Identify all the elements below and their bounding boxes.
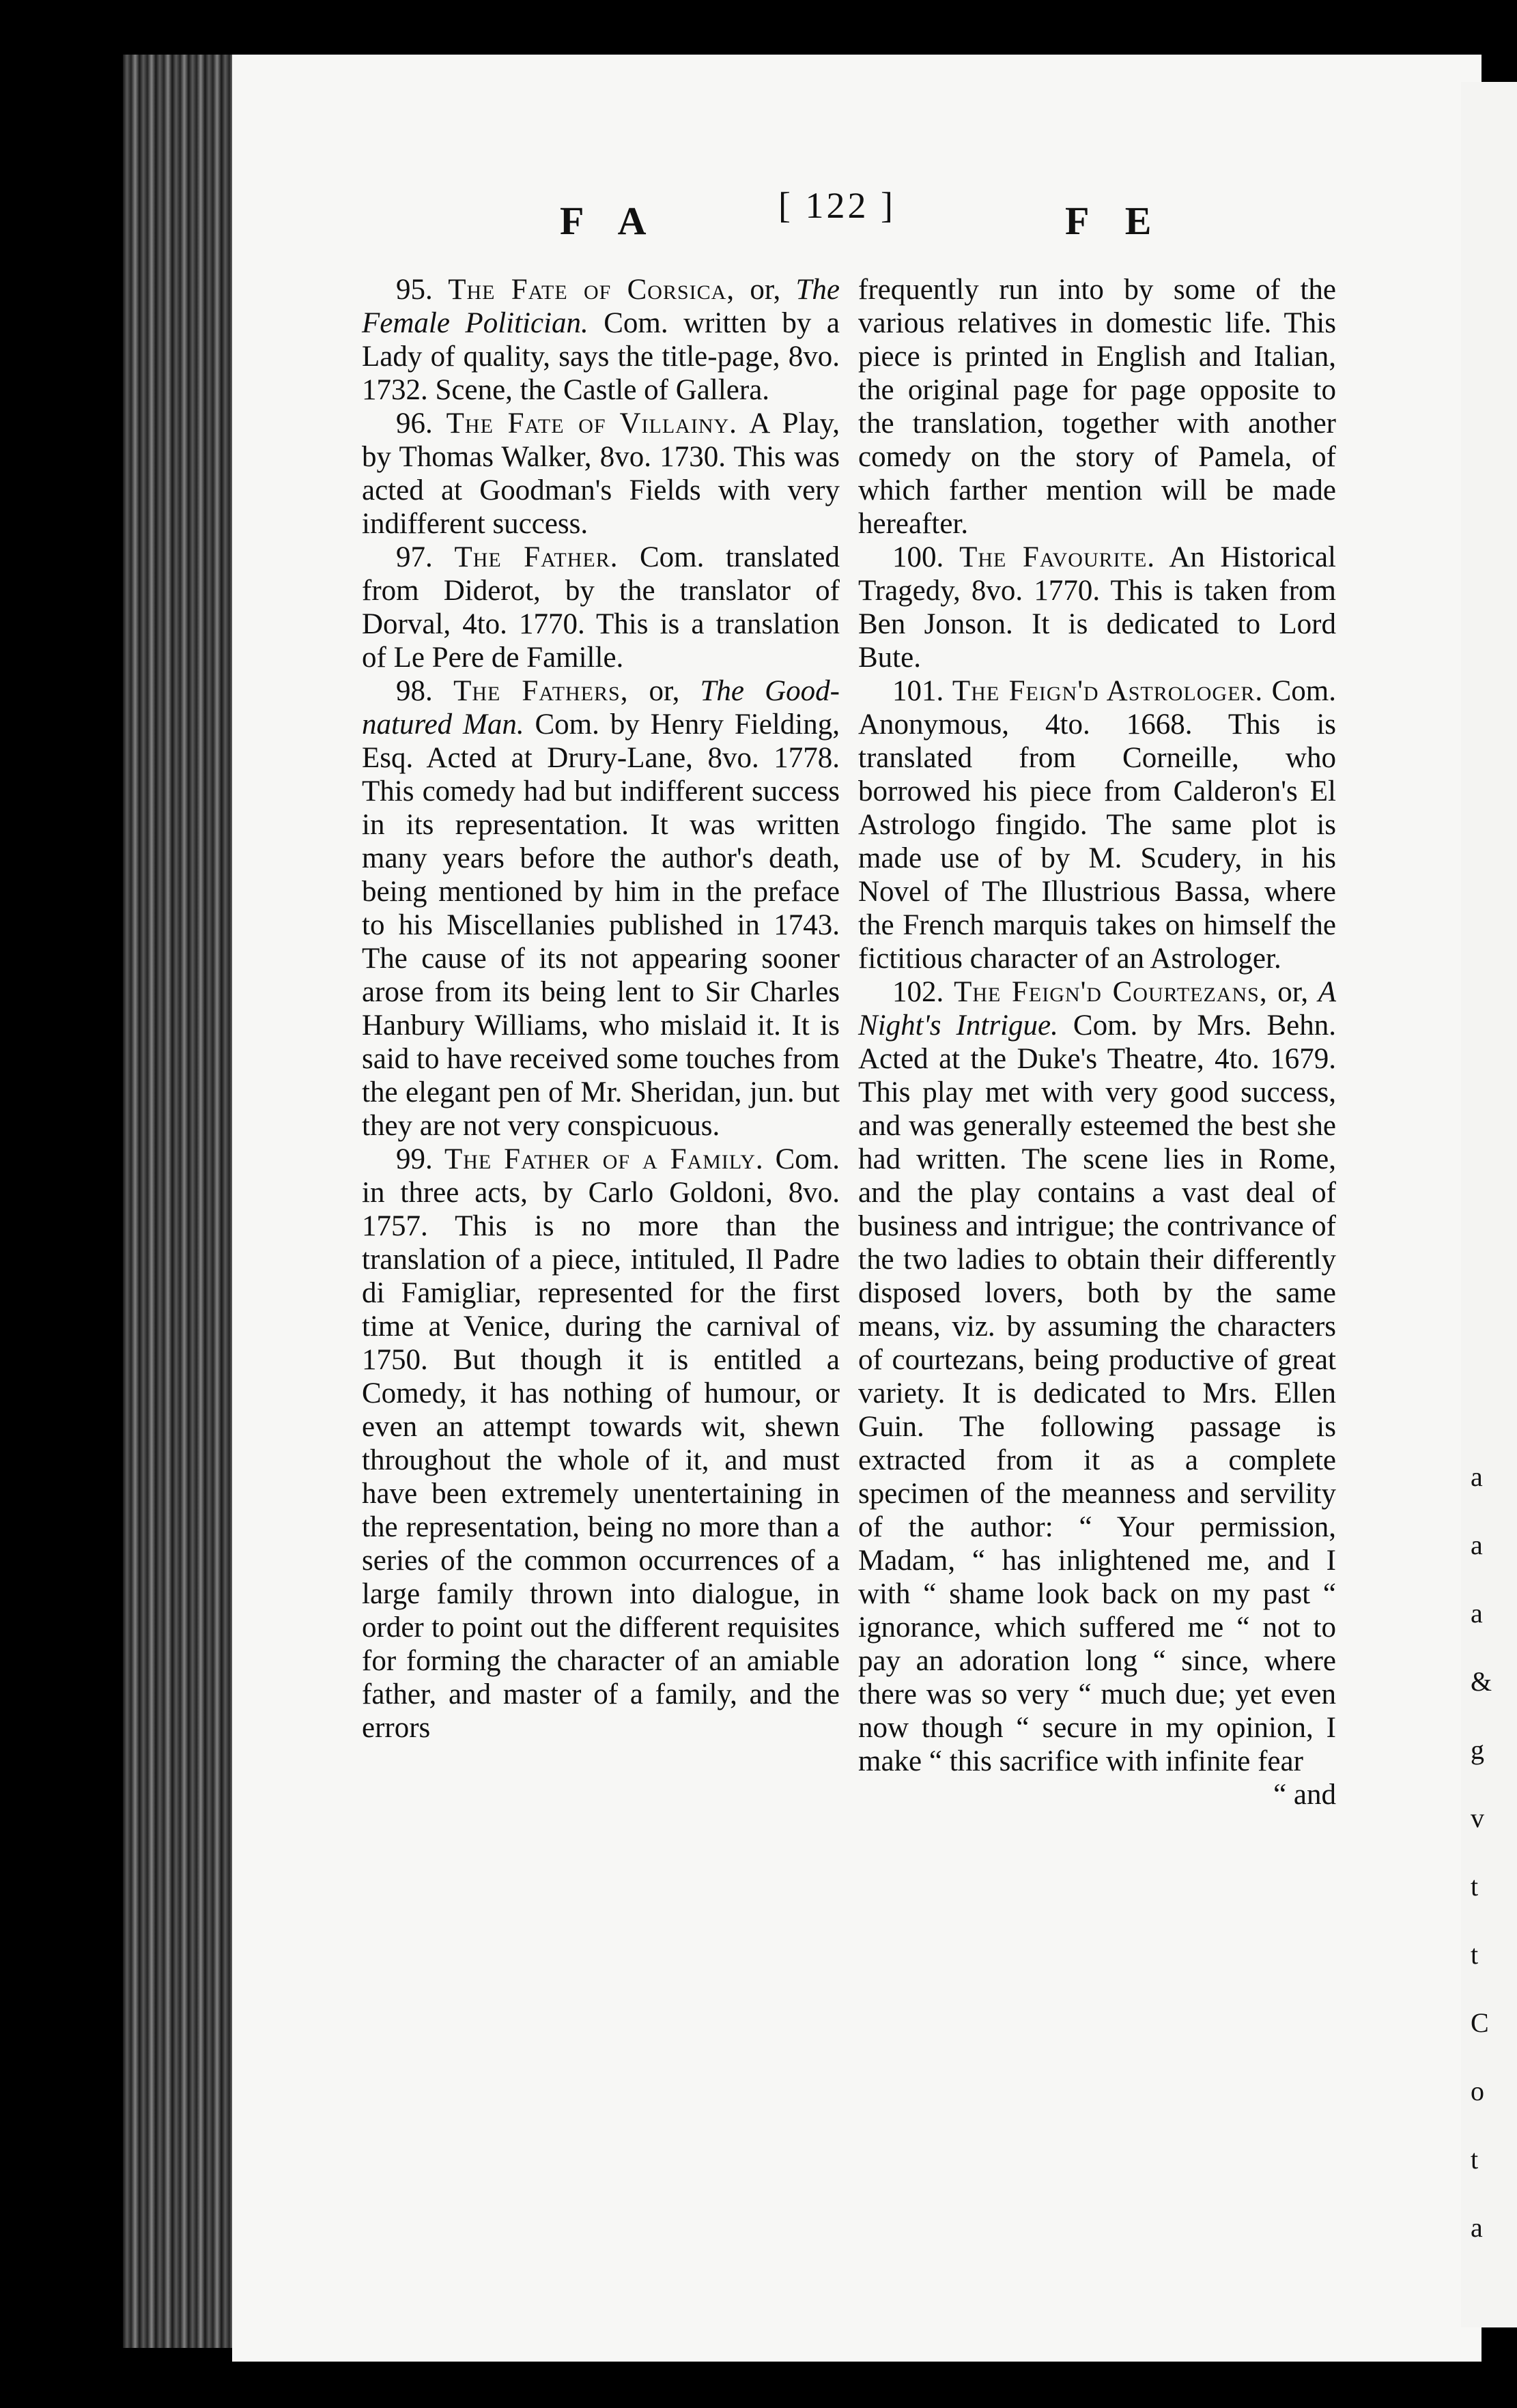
running-head-right: F E (1065, 199, 1165, 243)
entry-text: A Play, by Thomas Walker, 8vo. 1730. This was acted at Goodman's Fields with very indifferent success. (362, 407, 840, 540)
entry-number: 97. (396, 541, 433, 573)
entry-title: The Fathers, (432, 675, 629, 707)
facing-page-letter: g (1471, 1734, 1484, 1765)
entry-title: The Fate of Villainy. (432, 407, 737, 440)
entry-subtitle: The Female Politician. (362, 274, 840, 339)
facing-page-letter: t (1471, 2144, 1479, 2175)
facing-page-letter: C (1471, 2007, 1489, 2038)
entry-text: An Historical Tragedy, 8vo. 1770. This is taken from Ben Jonson. It is dedicated to Lord Bute. (858, 541, 1336, 674)
entry-text: Com. by Henry Fielding, Esq. Acted at Drury-Lane, 8vo. 1778. This comedy had but indifferent success in its representation. It was written many years before the author's death, being mentioned by him in the preface to his Miscellanies published in 1743. The cause of its not appearing sooner arose from its being lent to Sir Charles Hanbury Williams, who mislaid it. It is said to have received some touches from the elegant pen of Mr. Sheridan, jun. but they are not very conspicuous. (362, 708, 840, 1142)
facing-page-letter: t (1471, 1939, 1479, 1970)
catalog-entry (858, 273, 1336, 541)
entry-text: Com. in three acts, by Carlo Goldoni, 8vo. 1757. This is no more than the translation of a piece, intituled, Il Padre di Famigliar, represented for the first time at Venice, during the carnival of 1750. But though it is entitled a Comedy, it has nothing of humour, or even an attempt towards wit, shewn throughout the whole of it, and must have been extremely unentertaining in the representation, being no more than a series of the common occurrences of a large family thrown into dialogue, in order to point out the different requisites for forming the character of an amiable father, and master of a family, and the errors (362, 1143, 840, 1744)
page-number: [ 122 ] (778, 185, 896, 226)
entry-number: 100. (892, 541, 944, 573)
entry-text: Com. by Mrs. Behn. Acted at the Duke's Theatre, 4to. 1679. This play met with very good success, and was generally esteemed the best she had written. The scene lies in Rome, and the play contains a vast deal of business and intrigue; the contrivance of the two ladies to obtain their differently disposed lovers, both by the same means, viz. by assuming the characters of courtezans, being productive of great variety. It is dedicated to Mrs. Ellen Guin. The following passage is extracted from it as a complete specimen of the meanness and servility of the author: “ Your permission, Madam, “ has inlightened me, and I with “ shame look back on my past “ ignorance, which suffered me “ not to pay an adoration long “ since, where there was so very “ much due; yet even now though “ secure in my opinion, I make “ this sacrifice with infinite fear (858, 1009, 1336, 1777)
facing-page-letter: a (1471, 1530, 1483, 1560)
entry-text: Com. written by a Lady of quality, says the title-page, 8vo. 1732. Scene, the Castle of Gallera. (362, 307, 840, 406)
entry-title: The Favourite. (944, 541, 1156, 573)
catalog-entry (362, 407, 840, 541)
facing-page-letter: a (1471, 1598, 1483, 1629)
book-spine (123, 55, 239, 2348)
facing-page-letter: o (1471, 2076, 1484, 2106)
entry-number: 98. (396, 675, 433, 707)
entry-text: frequently run into by some of the various relatives in domestic life. This piece is printed in English and Italian, the original page for page opposite to the translation, together with another comedy on the story of Pamela, of which farther mention will be made hereafter. (858, 274, 1336, 540)
entry-title: The Feign'd Courtezans, (944, 976, 1268, 1008)
entry-title: The Father of a Family. (432, 1143, 764, 1175)
facing-page-letter: a (1471, 2212, 1483, 2243)
entry-number: 95. (396, 274, 433, 306)
catalog-entry (858, 674, 1336, 975)
catalog-entry (362, 674, 840, 1143)
entry-number: 99. (396, 1143, 433, 1175)
text-column-right (858, 273, 1336, 1811)
entry-title: The Feign'd Astrologer. (944, 675, 1264, 707)
entry-subtitle: A Night's Intrigue. (858, 976, 1336, 1042)
catalog-entry (858, 975, 1336, 1778)
catalog-entry (362, 1143, 840, 1745)
catalog-entry (858, 541, 1336, 674)
running-head-left: F A (560, 199, 660, 243)
catchword: “ and (1273, 1779, 1336, 1811)
catalog-entry (362, 541, 840, 674)
entry-joiner: or, (1267, 976, 1318, 1008)
entry-text: Com. Anonymous, 4to. 1668. This is translated from Corneille, who borrowed his piece from Calderon's El Astrologo fingido. The same plot is made use of by M. Scudery, in his Novel of The Illustrious Bassa, where the French marquis takes on himself the fictitious character of an Astrologer. (858, 675, 1336, 975)
entry-joiner: or, (735, 274, 796, 306)
entry-title: The Fate of Corsica, (432, 274, 735, 306)
entry-subtitle: The Good-natured Man. (362, 675, 840, 741)
entry-number: 102. (892, 976, 944, 1008)
facing-page-letter: t (1471, 1871, 1479, 1902)
entry-title: The Father. (432, 541, 619, 573)
facing-page-letter: & (1471, 1666, 1492, 1697)
entry-joiner: or, (628, 675, 700, 707)
catalog-entry (362, 273, 840, 407)
entry-number: 101. (892, 675, 944, 707)
text-column-left (362, 273, 840, 1745)
entry-number: 96. (396, 407, 433, 440)
facing-page-letter: a (1471, 1461, 1483, 1492)
facing-page-letter: v (1471, 1803, 1484, 1833)
entry-text: Com. translated from Diderot, by the translator of Dorval, 4to. 1770. This is a translation of Le Pere de Famille. (362, 541, 840, 674)
facing-page-edge (1461, 82, 1517, 2327)
